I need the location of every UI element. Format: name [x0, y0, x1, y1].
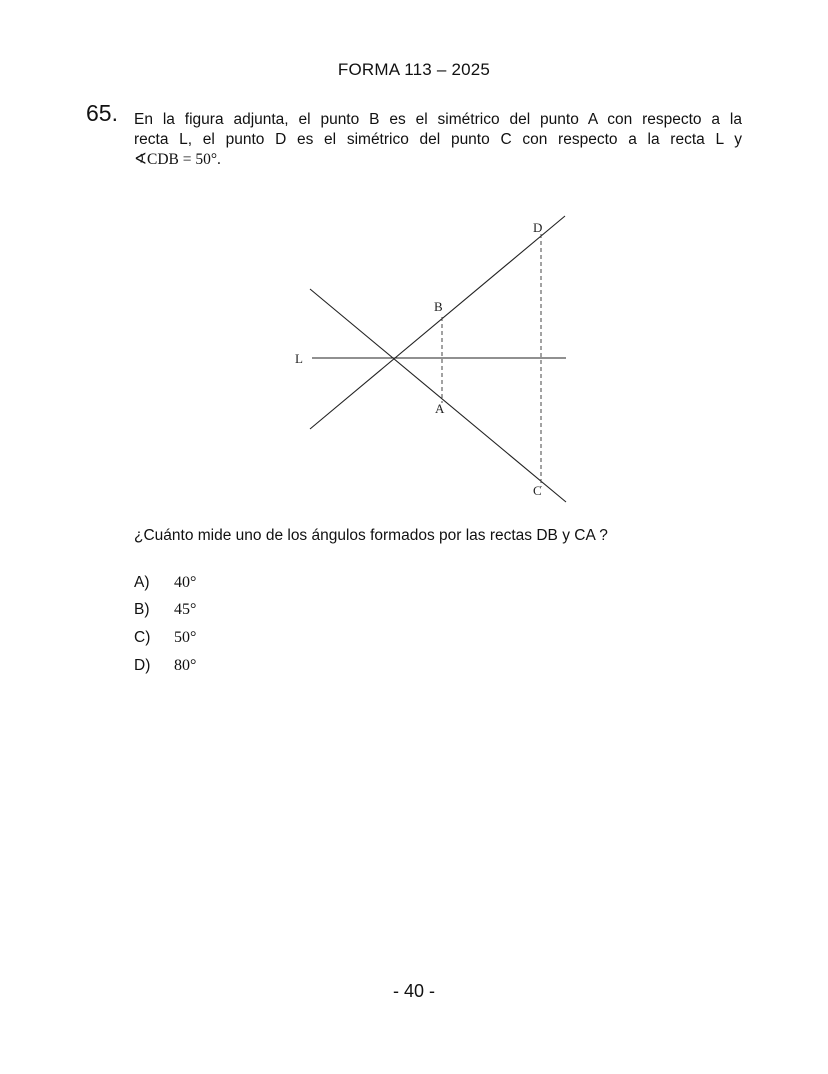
question-prompt [134, 110, 742, 170]
line-db [310, 216, 565, 429]
page-header: FORMA 113 – 2025 [337, 60, 491, 79]
label-d: D [533, 220, 543, 235]
question-number: 65. [86, 100, 118, 126]
option-c[interactable] [134, 629, 196, 647]
line-ca [310, 289, 566, 502]
label-a: A [435, 401, 445, 416]
page-number: - 40 - [392, 981, 435, 1001]
prompt-line-1: En la figura adjunta, el punto B es el simétrico del punto A con respecto a la [134, 111, 742, 128]
prompt-line-3: ∢CDB = 50°. [134, 151, 221, 168]
label-l: L [295, 351, 303, 366]
option-a-value: 40° [174, 574, 197, 591]
option-b-value: 45° [174, 601, 197, 618]
option-d-letter: D) [134, 657, 151, 674]
option-a[interactable] [134, 574, 196, 592]
option-a-letter: A) [134, 574, 150, 591]
option-b[interactable] [134, 601, 196, 619]
option-c-value: 50° [174, 629, 197, 646]
option-c-letter: C) [134, 629, 151, 646]
option-d-value: 80° [174, 657, 197, 674]
option-d[interactable] [134, 657, 196, 675]
geometry-figure [280, 205, 580, 510]
prompt-line-2: recta L, el punto D es el simétrico del punto C con respecto a la recta L y [134, 131, 742, 148]
question-ask: ¿Cuánto mide uno de los ángulos formados por las rectas DB y CA ? [134, 527, 608, 544]
label-c: C [533, 483, 542, 498]
option-b-letter: B) [134, 601, 150, 618]
label-b: B [434, 299, 443, 314]
